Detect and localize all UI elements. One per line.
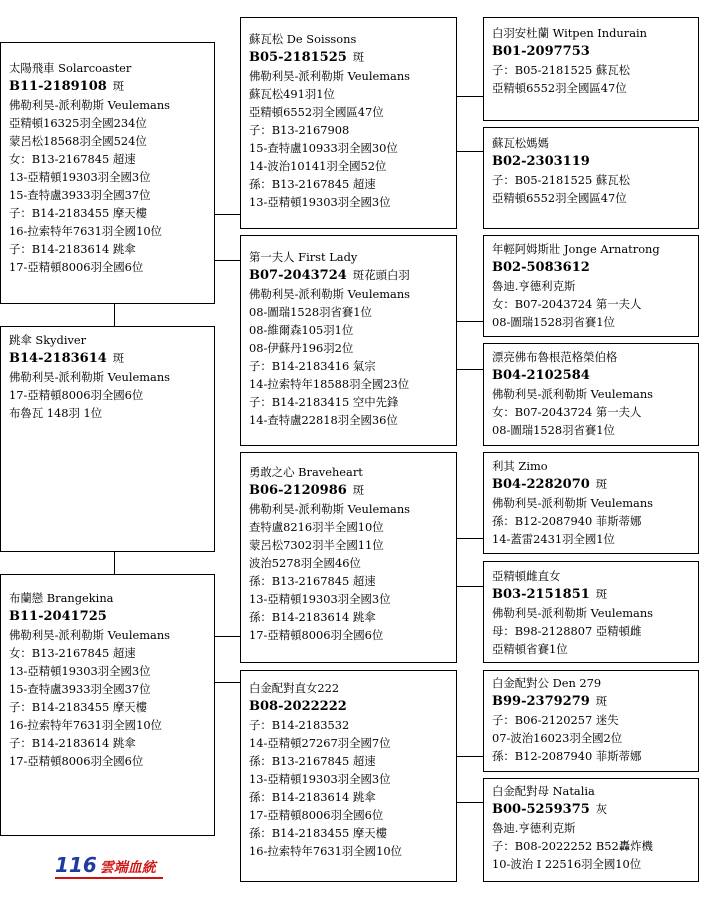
pigeon-note-line: 14-查特盧22818羽全國36位 xyxy=(249,413,398,427)
brand-logo xyxy=(55,853,156,877)
pigeon-name: 利其 Zimo xyxy=(492,459,548,473)
pigeon-note-line: 蘇瓦松491羽1位 xyxy=(249,87,335,101)
pigeon-color: 斑 xyxy=(352,483,365,497)
pigeon-note-line: 孫：B14-2183455 摩天樓 xyxy=(249,826,388,840)
pigeon-notes xyxy=(492,494,698,548)
pigeon-note-line: 13-亞精頓19303羽全國3位 xyxy=(249,772,391,786)
pigeon-notes xyxy=(9,96,214,276)
pigeon-note-line: 波治5278羽全國46位 xyxy=(249,556,361,570)
connector-line xyxy=(114,552,115,574)
pigeon-note-line: 佛勒利昊-派利勒斯 Veulemans xyxy=(9,628,171,642)
pigeon-notes xyxy=(9,626,214,770)
pigeon-note-line: 13-亞精頓19303羽全國3位 xyxy=(9,170,151,184)
connector-line xyxy=(457,151,483,152)
pigeon-note-line: 14-蓋雷2431羽全國1位 xyxy=(492,532,615,546)
pigeon-note-line: 蒙呂松18568羽全國524位 xyxy=(9,134,147,148)
ring-number: B07-2043724 斑花頭白羽 xyxy=(249,268,410,283)
pigeon-name: 白金配對公 Den 279 xyxy=(492,676,602,690)
pigeon-note-line: 蒙呂松7302羽半全國11位 xyxy=(249,538,384,552)
pigeon-name: 年輕阿姆斯壯 Jonge Arnatrong xyxy=(492,242,660,256)
ring-number: B11-2041725 xyxy=(9,609,107,624)
connector-line xyxy=(457,96,483,97)
ring-number: B05-2181525 斑 xyxy=(249,50,365,65)
pigeon-name: 太陽飛車 Solarcoaster xyxy=(9,61,132,75)
pigeon-note-line: 14-波治10141羽全國52位 xyxy=(249,159,387,173)
pigeon-note-line: 布魯瓦 148羽 1位 xyxy=(9,406,103,420)
pigeon-note-line: 孫：B14-2183614 跳傘 xyxy=(249,610,376,624)
pigeon-notes xyxy=(492,277,698,331)
ring-number: B06-2120986 斑 xyxy=(249,483,365,498)
logo-number: 116 xyxy=(55,853,97,877)
pigeon-note-line: 15-查特盧3933羽全國37位 xyxy=(9,188,151,202)
ring-number: B02-5083612 xyxy=(492,260,590,275)
pigeon-note-line: 亞精頓16325羽全國234位 xyxy=(9,116,147,130)
pigeon-note-line: 08-圖瑞1528羽省賽1位 xyxy=(492,315,615,329)
pigeon-note-line: 子：B14-2183614 跳傘 xyxy=(9,242,136,256)
pigeon-color: 斑 xyxy=(112,351,125,365)
pigeon-name: 亞精頓雌直女 xyxy=(492,569,561,583)
pigeon-note-line: 17-亞精頓8006羽全國6位 xyxy=(9,388,144,402)
pigeon-note-line: 亞精頓6552羽全國區47位 xyxy=(492,191,627,205)
logo-text: 雲端血統 xyxy=(99,860,156,876)
pigeon-note-line: 16-拉索特年7631羽全國10位 xyxy=(9,224,162,238)
connector-line xyxy=(457,756,483,757)
pigeon-note-line: 13-亞精頓19303羽全國3位 xyxy=(249,592,391,606)
pigeon-notes xyxy=(492,61,698,97)
pigeon-note-line: 08-維爾森105羽1位 xyxy=(249,323,354,337)
pigeon-note-line: 魯迪.亨德利克斯 xyxy=(492,279,576,293)
pigeon-note-line: 查特盧8216羽半全國10位 xyxy=(249,520,384,534)
card-dam-sire xyxy=(240,452,457,663)
pigeon-note-line: 子：B05-2181525 蘇瓦松 xyxy=(492,63,631,77)
pigeon-note-line: 17-亞精頓8006羽全國6位 xyxy=(249,628,384,642)
card-sdd xyxy=(483,343,699,446)
pigeon-note-line: 孫：B12-2087940 菲斯蒂娜 xyxy=(492,749,642,763)
pigeon-note-line: 17-亞精頓8006羽全國6位 xyxy=(249,808,384,822)
pigeon-note-line: 孫：B12-2087940 菲斯蒂娜 xyxy=(492,514,642,528)
connector-line xyxy=(215,682,240,683)
card-dss xyxy=(483,452,699,554)
pigeon-note-line: 08-伊蘇丹196羽2位 xyxy=(249,341,354,355)
pigeon-notes xyxy=(492,711,698,765)
card-pigeon xyxy=(0,326,215,552)
pigeon-note-line: 13-亞精頓19303羽全國3位 xyxy=(249,195,391,209)
card-sire-sire xyxy=(240,17,457,229)
pigeon-name: 勇敢之心 Braveheart xyxy=(249,465,363,479)
pigeon-note-line: 15-查特盧3933羽全國37位 xyxy=(9,682,151,696)
pigeon-notes xyxy=(492,385,698,439)
pigeon-name: 第一夫人 First Lady xyxy=(249,250,358,264)
card-sds xyxy=(483,235,699,337)
pigeon-notes xyxy=(492,819,698,873)
connector-line xyxy=(457,369,483,370)
pigeon-note-line: 女：B07-2043724 第一夫人 xyxy=(492,297,642,311)
connector-line xyxy=(457,321,483,322)
pigeon-note-line: 孫：B13-2167845 超速 xyxy=(249,177,376,191)
pigeon-note-line: 女：B13-2167845 超速 xyxy=(9,152,136,166)
connector-line xyxy=(457,802,483,803)
pigeon-note-line: 10-波治 I 22516羽全國10位 xyxy=(492,857,642,871)
pigeon-color: 斑花頭白羽 xyxy=(352,268,410,282)
connector-line xyxy=(457,586,483,587)
card-sire-dam xyxy=(240,235,457,446)
pigeon-note-line: 子：B13-2167908 xyxy=(249,123,350,137)
pigeon-note-line: 子：B05-2181525 蘇瓦松 xyxy=(492,173,631,187)
pigeon-notes xyxy=(249,500,456,644)
pigeon-note-line: 子：B14-2183455 摩天樓 xyxy=(9,206,148,220)
pigeon-notes xyxy=(492,171,698,207)
pigeon-note-line: 14-亞精頓27267羽全國7位 xyxy=(249,736,391,750)
pigeon-note-line: 子：B14-2183532 xyxy=(249,718,350,732)
card-dam-dam xyxy=(240,670,457,882)
ring-number: B04-2282070 斑 xyxy=(492,477,608,492)
pigeon-note-line: 亞精頓省賽1位 xyxy=(492,642,568,656)
pigeon-note-line: 亞精頓6552羽全國區47位 xyxy=(249,105,384,119)
pigeon-notes xyxy=(249,716,456,860)
pigeon-note-line: 07-波治16023羽全國2位 xyxy=(492,731,623,745)
pigeon-note-line: 魯迪.亨德利克斯 xyxy=(492,821,576,835)
logo-underline xyxy=(55,877,163,879)
connector-line xyxy=(114,304,115,326)
pigeon-notes xyxy=(9,368,214,422)
pigeon-name: 白金配對直女222 xyxy=(249,681,340,695)
pigeon-note-line: 佛勒利昊-派利勒斯 Veulemans xyxy=(492,387,654,401)
pigeon-note-line: 佛勒利昊-派利勒斯 Veulemans xyxy=(492,606,654,620)
pigeon-notes xyxy=(249,285,456,429)
pigeon-note-line: 子：B08-2022252 B52轟炸機 xyxy=(492,839,653,853)
connector-line xyxy=(215,214,240,215)
ring-number: B04-2102584 xyxy=(492,368,590,383)
pigeon-color: 灰 xyxy=(595,802,608,816)
pigeon-note-line: 母：B98-2128807 亞精頓雌 xyxy=(492,624,642,638)
connector-line xyxy=(215,636,240,637)
pigeon-note-line: 17-亞精頓8006羽全國6位 xyxy=(9,754,144,768)
card-ssd xyxy=(483,127,699,229)
pigeon-color: 斑 xyxy=(595,694,608,708)
pigeon-name: 跳傘 Skydiver xyxy=(9,333,87,347)
pigeon-note-line: 子：B14-2183416 氣宗 xyxy=(249,359,376,373)
pigeon-note-line: 子：B14-2183415 空中先鋒 xyxy=(249,395,399,409)
pigeon-note-line: 孫：B14-2183614 跳傘 xyxy=(249,790,376,804)
connector-line xyxy=(215,260,240,261)
pigeon-name: 蘇瓦松 De Soissons xyxy=(249,32,357,46)
pigeon-note-line: 亞精頓6552羽全國區47位 xyxy=(492,81,627,95)
pigeon-note-line: 16-拉索特年7631羽全國10位 xyxy=(9,718,162,732)
pigeon-note-line: 08-圖瑞1528羽省賽1位 xyxy=(249,305,372,319)
pigeon-name: 漂亮佛布魯根范格榮伯格 xyxy=(492,350,618,364)
pigeon-notes xyxy=(492,604,698,658)
pigeon-color: 斑 xyxy=(595,587,608,601)
pigeon-note-line: 子：B14-2183614 跳傘 xyxy=(9,736,136,750)
pigeon-name: 蘇瓦松媽媽 xyxy=(492,136,549,150)
card-dsd xyxy=(483,561,699,663)
card-sss xyxy=(483,17,699,121)
card-dam xyxy=(0,574,215,836)
pigeon-note-line: 女：B13-2167845 超速 xyxy=(9,646,136,660)
pigeon-note-line: 女：B07-2043724 第一夫人 xyxy=(492,405,642,419)
pigeon-note-line: 孫：B13-2167845 超速 xyxy=(249,574,376,588)
card-ddd xyxy=(483,778,699,882)
pigeon-notes xyxy=(249,67,456,211)
connector-line xyxy=(457,538,483,539)
pigeon-note-line: 08-圖瑞1528羽省賽1位 xyxy=(492,423,615,437)
pigeon-color: 斑 xyxy=(112,79,125,93)
pigeon-note-line: 佛勒利昊-派利勒斯 Veulemans xyxy=(249,287,411,301)
ring-number: B03-2151851 斑 xyxy=(492,587,608,602)
card-dds xyxy=(483,670,699,772)
ring-number: B00-5259375 灰 xyxy=(492,802,608,817)
pigeon-name: 白羽安杜蘭 Witpen Indurain xyxy=(492,26,647,40)
pigeon-name: 白金配對母 Natalia xyxy=(492,784,595,798)
pigeon-note-line: 佛勒利昊-派利勒斯 Veulemans xyxy=(492,496,654,510)
pigeon-note-line: 14-拉索特年18588羽全國23位 xyxy=(249,377,410,391)
card-sire xyxy=(0,42,215,304)
pigeon-note-line: 13-亞精頓19303羽全國3位 xyxy=(9,664,151,678)
pigeon-note-line: 16-拉索特年7631羽全國10位 xyxy=(249,844,402,858)
pigeon-color: 斑 xyxy=(352,50,365,64)
pigeon-note-line: 佛勒利昊-派利勒斯 Veulemans xyxy=(249,502,411,516)
pigeon-note-line: 15-查特盧10933羽全國30位 xyxy=(249,141,398,155)
pigeon-name: 布蘭戀 Brangekina xyxy=(9,591,114,605)
ring-number: B11-2189108 斑 xyxy=(9,79,125,94)
ring-number: B99-2379279 斑 xyxy=(492,694,608,709)
pigeon-color: 斑 xyxy=(595,477,608,491)
ring-number: B08-2022222 xyxy=(249,699,347,714)
ring-number: B02-2303119 xyxy=(492,154,590,169)
pigeon-note-line: 佛勒利昊-派利勒斯 Veulemans xyxy=(9,98,171,112)
ring-number: B14-2183614 斑 xyxy=(9,351,125,366)
pigeon-note-line: 子：B14-2183455 摩天樓 xyxy=(9,700,148,714)
pigeon-note-line: 孫：B13-2167845 超速 xyxy=(249,754,376,768)
ring-number: B01-2097753 xyxy=(492,44,590,59)
pigeon-note-line: 子：B06-2120257 迷失 xyxy=(492,713,619,727)
pigeon-note-line: 佛勒利昊-派利勒斯 Veulemans xyxy=(9,370,171,384)
pigeon-note-line: 17-亞精頓8006羽全國6位 xyxy=(9,260,144,274)
pigeon-note-line: 佛勒利昊-派利勒斯 Veulemans xyxy=(249,69,411,83)
